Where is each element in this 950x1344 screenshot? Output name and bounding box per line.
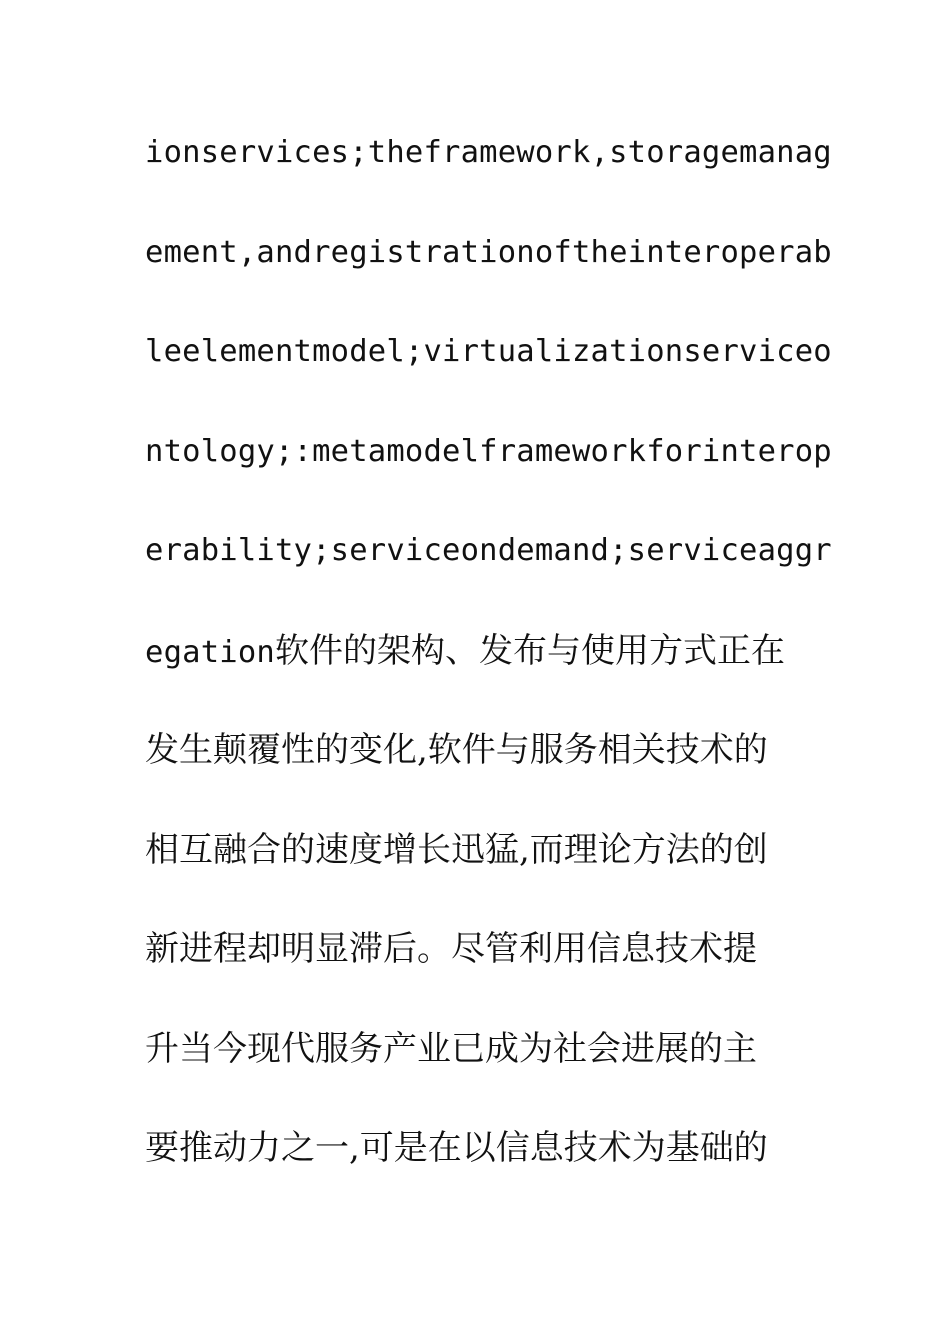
text-line-9: 新进程却明显滞后。尽管利用信息技术提 <box>145 929 757 969</box>
text-line-6 <box>145 626 805 726</box>
body-text <box>145 128 832 1223</box>
text-line-5: erability;serviceondemand;serviceaggr <box>145 533 832 568</box>
text-line-10: 升当今现代服务产业已成为社会进展的主 <box>145 1028 757 1069</box>
text-line-1: ionservices;theframework,storagemanag <box>145 135 832 170</box>
text-line-3: leelementmodel;virtualizationserviceo <box>145 334 832 369</box>
text-line-6-chinese: 软件的架构、发布与使用方式正在 <box>274 630 785 671</box>
text-line-6-latin: egation <box>145 634 275 670</box>
text-line-8: 相互融合的速度增长迅猛,而理论方法的创 <box>145 829 768 870</box>
text-line-2: ement,andregistrationoftheinteroperab <box>145 234 832 270</box>
text-line-7: 发生颠覆性的变化,软件与服务相关技术的 <box>145 730 768 770</box>
text-line-4: ntology;:metamodelframeworkforinterop <box>145 433 832 469</box>
text-line-11: 要推动力之一,可是在以信息技术为基础的 <box>145 1128 768 1168</box>
